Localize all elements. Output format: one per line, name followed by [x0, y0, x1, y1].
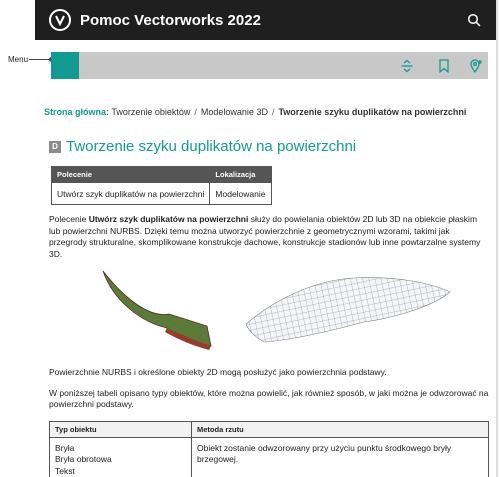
location-header: Lokalizacja: [210, 167, 271, 183]
page-title: [49, 138, 489, 155]
expand-collapse-icon[interactable]: [398, 57, 415, 74]
table-row: [50, 437, 489, 477]
object-types-cell: [50, 437, 192, 477]
location-pin-icon[interactable]: [467, 57, 484, 74]
breadcrumb-separator: /: [271, 107, 275, 117]
breadcrumb-separator: /: [194, 107, 197, 117]
command-cell: Utwórz szyk duplikatów na powierzchni: [52, 183, 210, 205]
search-icon[interactable]: [465, 11, 483, 29]
main-content: [49, 138, 489, 477]
app-title: Pomoc Vectorworks 2022: [80, 11, 261, 29]
object-type-item: Tekst: [55, 465, 75, 476]
object-type-header: Typ obiektu: [50, 421, 192, 437]
breadcrumb-link-3d-modeling[interactable]: Modelowanie 3D: [200, 107, 268, 117]
help-window: [35, 0, 498, 477]
mesh-surface-image: [244, 270, 452, 345]
breadcrumb-link-creating-objects[interactable]: Tworzenie obiektów: [111, 107, 191, 117]
description-paragraph: [49, 214, 489, 260]
command-table: [51, 166, 272, 205]
twisted-surface-image: [99, 268, 214, 353]
page-title-text: Tworzenie szyku duplikatów na powierzchni: [66, 138, 357, 155]
location-cell: Modelowanie: [210, 183, 271, 205]
desc-prefix: Polecenie: [49, 214, 89, 224]
vectorworks-logo-icon[interactable]: [49, 9, 71, 31]
command-name: Utwórz szyk duplikatów na powierzchni: [88, 214, 249, 224]
bookmark-icon[interactable]: [435, 57, 452, 74]
desc-rest: służy do powielania obiektów 2D lub 3D na obiekcie płaskim lub powierzchni NURBS. Dzięki temu można utworzyć powierzchnie z geometrycznymi wzorami, takimi jak przegrody strukturalne, skomplikowane konstrukcje dachowe, konstrukcje stadionów lub inne powtarzalne systemy 3D.: [49, 214, 481, 259]
object-types-table: [49, 421, 489, 477]
breadcrumb: [44, 107, 466, 117]
document-d-icon: D: [49, 141, 61, 153]
table-intro-paragraph: W poniższej tabeli opisano typy obiektów, które można powielić, jak również sposób, w jaki można je odwzorować na powierzchni podstawy.: [49, 387, 489, 409]
breadcrumb-home-link[interactable]: Strona główna:: [44, 107, 109, 117]
menu-callout-label: Menu: [8, 55, 29, 64]
toolbar: [51, 52, 488, 79]
projection-method-header: Metoda rzutu: [192, 421, 489, 437]
object-type-item: Bryła: [55, 442, 75, 453]
menu-button[interactable]: [51, 52, 79, 79]
object-type-item: Bryła obrotowa: [55, 454, 112, 464]
top-bar: [35, 0, 496, 40]
projection-method-cell: Obiekt zostanie odwzorowany przy użyciu punktu środkowego bryły brzegowej.: [192, 437, 489, 477]
breadcrumb-current: Tworzenie szyku duplikatów na powierzchni: [278, 107, 467, 117]
nurbs-paragraph: Powierzchnie NURBS i określone obiekty 2D mogą posłużyć jako powierzchnia podstawy.: [49, 367, 387, 377]
command-header: Polecenie: [52, 167, 210, 183]
example-images: [49, 268, 489, 358]
